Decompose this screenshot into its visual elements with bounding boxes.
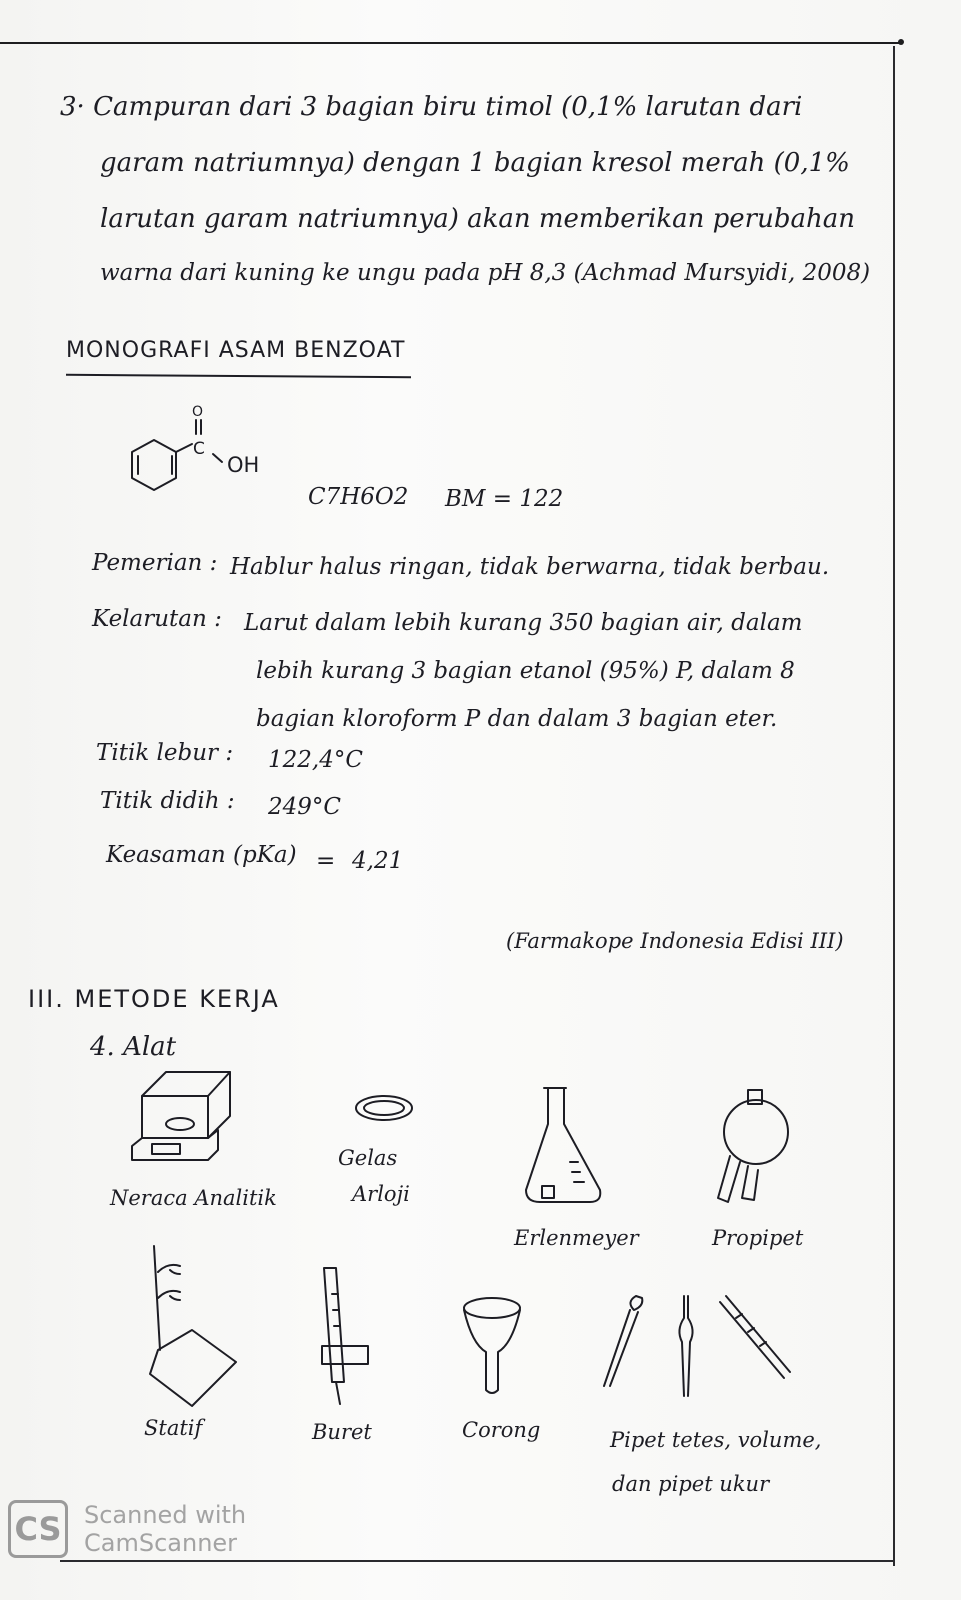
monograph-source: (Farmakope Indonesia Edisi III) <box>506 929 844 953</box>
label-neraca-analitik: Neraca Analitik <box>110 1186 277 1210</box>
molecular-weight: BM = 122 <box>445 486 564 512</box>
stand-clamp-upper <box>158 1265 180 1274</box>
bottom-border-line <box>60 1560 895 1562</box>
measuring-pipette <box>720 1296 790 1378</box>
measuring-pipette-mark <box>748 1328 754 1332</box>
burette-drawing <box>318 1264 388 1414</box>
stand-base <box>150 1330 236 1406</box>
alat-subheading: 4. Alat <box>90 1032 177 1062</box>
keasaman-label: Keasaman (pKa) <box>106 842 297 868</box>
label-corong: Corong <box>462 1418 541 1442</box>
stand-drawing <box>140 1240 250 1410</box>
camscanner-line-1: Scanned with <box>84 1501 247 1529</box>
pemerian-label: Pemerian : <box>92 550 218 576</box>
kelarutan-line-3: bagian kloroform P dan dalam 3 bagian eter. <box>256 706 778 732</box>
label-buret: Buret <box>312 1420 372 1444</box>
propipet-stem <box>718 1156 740 1202</box>
monograph-title: MONOGRAFI ASAM BENZOAT <box>66 338 406 363</box>
funnel-drawing <box>458 1294 528 1404</box>
burette-tip <box>336 1382 340 1404</box>
carbonyl-oxygen: O <box>192 404 204 420</box>
measuring-pipette-mark <box>736 1314 742 1318</box>
hydroxyl-group: OH <box>227 453 260 477</box>
benzoic-acid-structure <box>110 400 290 510</box>
carboxyl-carbon: C <box>193 439 205 459</box>
title-underline <box>66 374 411 378</box>
propipet-drawing <box>712 1086 802 1216</box>
kelarutan-label: Kelarutan : <box>92 606 222 632</box>
pemerian-value: Hablur halus ringan, tidak berwarna, tidak berbau. <box>230 554 830 580</box>
item3-line-3: larutan garam natriumnya) akan memberikan perubahan <box>100 204 855 234</box>
label-erlenmeyer: Erlenmeyer <box>514 1226 639 1250</box>
erlenmeyer-outline <box>526 1088 600 1202</box>
metode-kerja-heading: III. METODE KERJA <box>28 985 280 1013</box>
keasaman-value: 4,21 <box>352 848 404 874</box>
balance-outline <box>142 1072 230 1138</box>
kelarutan-line-1: Larut dalam lebih kurang 350 bagian air, dalam <box>244 610 803 636</box>
propipet-bulb <box>724 1100 788 1164</box>
label-propipet: Propipet <box>712 1226 804 1250</box>
titik-lebur-value: 122,4°C <box>268 747 363 773</box>
item3-line-4: warna dari kuning ke ungu pada pH 8,3 (Achmad Mursyidi, 2008) <box>100 260 871 286</box>
label-statif: Statif <box>144 1416 203 1440</box>
funnel-rim <box>464 1298 520 1318</box>
kelarutan-line-2: lebih kurang 3 bagian etanol (95%) P, dalam 8 <box>256 658 795 684</box>
keasaman-equals: = <box>316 848 336 874</box>
analytical-balance-drawing <box>130 1068 240 1168</box>
label-gelas: Gelas <box>338 1146 398 1170</box>
item3-line-1: 3· Campuran dari 3 bagian biru timol (0,1% larutan dari <box>60 92 803 122</box>
top-border-line <box>0 42 900 44</box>
right-margin-line <box>893 46 895 1566</box>
titik-didih-value: 249°C <box>268 794 341 820</box>
watch-glass-inner <box>364 1101 404 1115</box>
drop-pipette-bulb <box>630 1296 642 1310</box>
titik-lebur-label: Titik lebur : <box>96 740 234 766</box>
erlenmeyer-label-box <box>542 1186 554 1198</box>
volume-pipette <box>679 1296 692 1396</box>
label-pipet-line-1: Pipet tetes, volume, <box>610 1428 822 1452</box>
measuring-pipette-mark <box>760 1342 766 1346</box>
watch-glass-drawing <box>352 1090 422 1130</box>
propipet-valve-top <box>748 1090 762 1104</box>
funnel-body <box>464 1310 520 1393</box>
label-pipet-line-2: dan pipet ukur <box>612 1472 770 1496</box>
pipettes-drawing <box>596 1290 806 1400</box>
balance-display <box>152 1144 180 1154</box>
propipet-side-valve <box>742 1166 758 1200</box>
erlenmeyer-drawing <box>520 1082 610 1210</box>
balance-pan <box>166 1118 194 1130</box>
camscanner-line-2: CamScanner <box>84 1529 238 1557</box>
titik-didih-label: Titik didih : <box>100 788 235 814</box>
hydroxyl-bond <box>213 454 222 462</box>
item3-line-2: garam natriumnya) dengan 1 bagian kresol merah (0,1% <box>100 148 850 178</box>
camscanner-logo: CS <box>8 1500 68 1558</box>
stand-clamp-lower <box>158 1291 180 1300</box>
label-arloji: Arloji <box>352 1182 410 1206</box>
ring-carbon-bond <box>176 444 192 452</box>
drop-pipette-tube <box>604 1310 638 1386</box>
molecular-formula: C7H6O2 <box>308 484 409 510</box>
